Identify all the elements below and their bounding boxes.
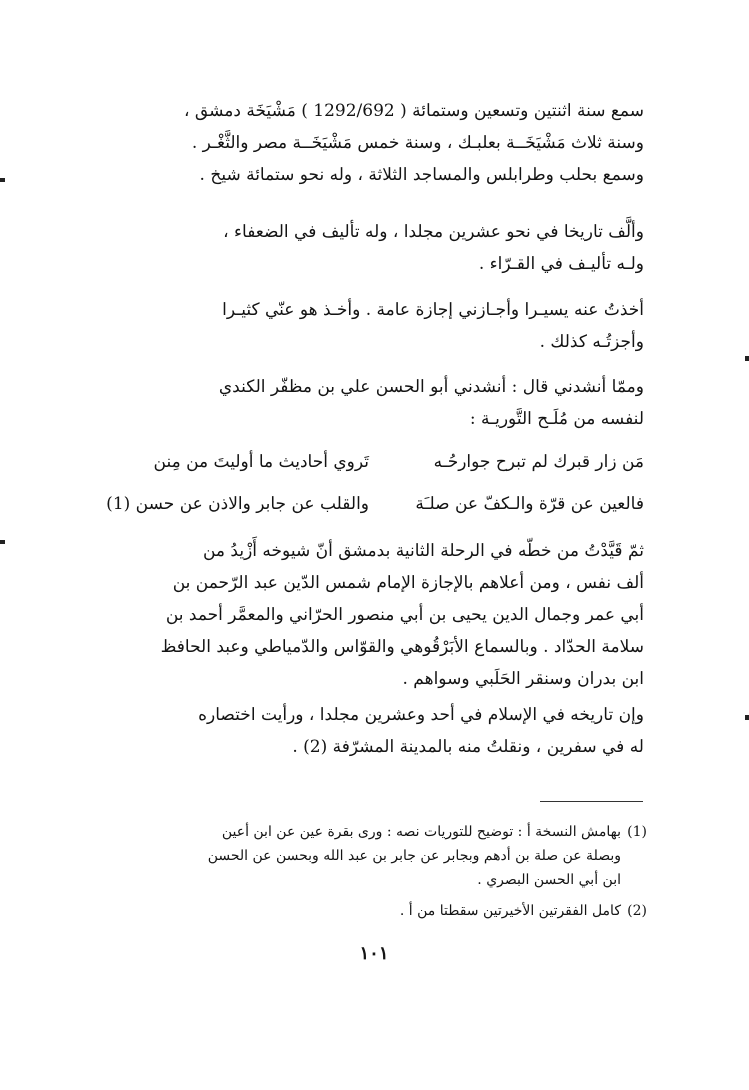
footnote-2	[104, 899, 647, 923]
text-line: وسمع بحلب وطرابلس والمساجد الثلاثة ، وله نحو ستمائة شيخ .	[199, 165, 644, 185]
text-line: ولـه تأليـف في القـرّاء .	[478, 254, 644, 274]
text-line: وإن تاريخه في الإسلام في أحد وعشرين مجلدا ، ورأيت اختصاره	[198, 705, 644, 725]
footnote-line	[104, 820, 647, 844]
verse-2-right: فالعين عن قرّة والـكفّ عن صلـَة	[415, 494, 644, 514]
verse-1-right: مَن زار قبرك لم تبرح جوارحُـه	[433, 452, 644, 472]
text-line: سلامة الحدّاد . وبالسماع الأبَرْقُوهي والقوّاس والدّمياطي وعبد الحافظ	[160, 637, 644, 657]
footnote-separator	[540, 801, 643, 802]
footnote-number: (2)	[627, 903, 647, 919]
text-line: له في سفرين ، ونقلتُ منه بالمدينة المشرّفة (2) .	[292, 737, 644, 757]
text-line: وسنة ثلاث مَشْيَخَــة بعلبـك ، وسنة خمس مَشْيَخَــة مصر والثَّغْـر .	[191, 133, 644, 153]
verse-2-left: والقلب عن جابر والاذن عن حسن (1)	[106, 494, 369, 514]
text-line: أبي عمر وجمال الدين يحيى بن أبي منصور الحرّاني والمعمَّر أحمد بن	[165, 605, 644, 625]
text-line: ابن بدران وسنقر الحَلَبي وسواهم .	[402, 669, 644, 689]
paragraph-5	[104, 535, 644, 695]
text-line: ألف نفس ، ومن أعلاهم بالإجازة الإمام شمس الدّين عبد الرّحمن بن	[172, 573, 644, 593]
footnote-text: ابن أبي الحسن البصري .	[477, 872, 621, 888]
text-line: وألَّف تاريخا في نحو عشرين مجلدا ، وله تأليف في الضعفاء ،	[223, 222, 644, 242]
scan-mark	[745, 356, 749, 361]
text-line: ثمّ قَيَّدْتُ من خطّه في الرحلة الثانية بدمشق أنّ شيوخه أَزْيدُ من	[202, 541, 644, 561]
scan-mark	[0, 540, 5, 544]
page-number: ١٠١	[359, 943, 389, 964]
footnote-number: (1)	[627, 824, 647, 840]
footnote-1	[104, 820, 647, 892]
footnote-line	[104, 899, 647, 923]
footnote-line	[104, 844, 647, 868]
paragraph-3	[104, 294, 644, 358]
scan-mark	[0, 178, 5, 182]
footnote-line	[104, 868, 647, 892]
text-line: أخذتُ عنه يسيـرا وأجـازني إجازة عامة . وأخـذ هو عنّي كثيـرا	[222, 300, 644, 320]
verse-1-left: تَروي أحاديث ما أوليتَ من مِنن	[153, 452, 369, 472]
footnote-text: بهامش النسخة أ : توضيح للتوريات نصه : ورى بقرة عين عن ابن أعين	[221, 824, 621, 840]
paragraph-4	[104, 371, 644, 435]
text-line: سمع سنة اثنتين وتسعين وستمائة ( 1292/692 ) مَشْيَخَة دمشق ،	[184, 101, 644, 121]
footnote-text: كامل الفقرتين الأخيرتين سقطتا من أ .	[399, 903, 621, 919]
paragraph-2	[104, 216, 644, 280]
text-line: وممّا أنشدني قال : أنشدني أبو الحسن علي بن مظفّر الكندي	[218, 377, 644, 397]
text-line: لنفسه من مُلَـح التَّوريـة :	[469, 409, 644, 429]
footnote-text: وبصلة عن صلة بن أدهم وبجابر عن جابر بن عبد الله وبحسن عن الحسن	[207, 848, 621, 864]
paragraph-6	[104, 699, 644, 763]
scan-mark	[745, 715, 749, 720]
text-line: وأجزتُـه كذلك .	[539, 332, 644, 352]
paragraph-1	[104, 95, 644, 191]
